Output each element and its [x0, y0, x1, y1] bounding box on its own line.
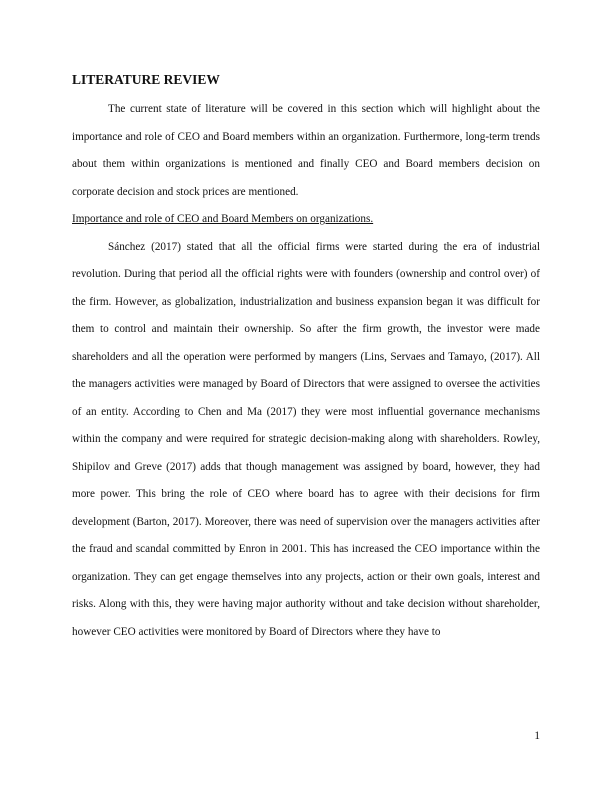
intro-paragraph: The current state of literature will be covered in this section which will highlight about the importance and role of CEO and Board members within an organization. Furthermore, long-term trends about them within organizations is mentioned and finally CEO and Board members decision on corporate decision and stock prices are mentioned.	[72, 103, 540, 198]
section-heading: LITERATURE REVIEW	[72, 72, 220, 87]
page-number: 1	[534, 730, 540, 742]
subsection-heading: Importance and role of CEO and Board Members on organizations.	[72, 213, 374, 225]
body-paragraph: Sánchez (2017) stated that all the official firms were started during the era of industrial revolution. During that period all the official rights were with founders (ownership and control over) of the firm. However, as globalization, industrialization and business expansion began it was difficult for them to control and maintain their ownership. So after the firm growth, the investor were made shareholders and all the operation were performed by mangers (Lins, Servaes and Tamayo, (2017). All the managers activities were managed by Board of Directors that were assigned to oversee the activities of an entity. According to Chen and Ma (2017) they were most influential governance mechanisms within the company and were required for strategic decision-making along with shareholders. Rowley, Shipilov and Greve (2017) adds that though management was assigned by board, however, they had more power. This bring the role of CEO where board has to agree with their decisions for firm development (Barton, 2017). Moreover, there was need of supervision over the managers activities after the fraud and scandal committed by Enron in 2001. This has increased the CEO importance within the organization. They can get engage themselves into any projects, action or their own goals, interest and risks. Along with this, they were having major authority without and take decision without shareholder, however CEO activities were monitored by Board of Directors where they have to	[72, 240, 540, 638]
document-page	[72, 72, 540, 646]
